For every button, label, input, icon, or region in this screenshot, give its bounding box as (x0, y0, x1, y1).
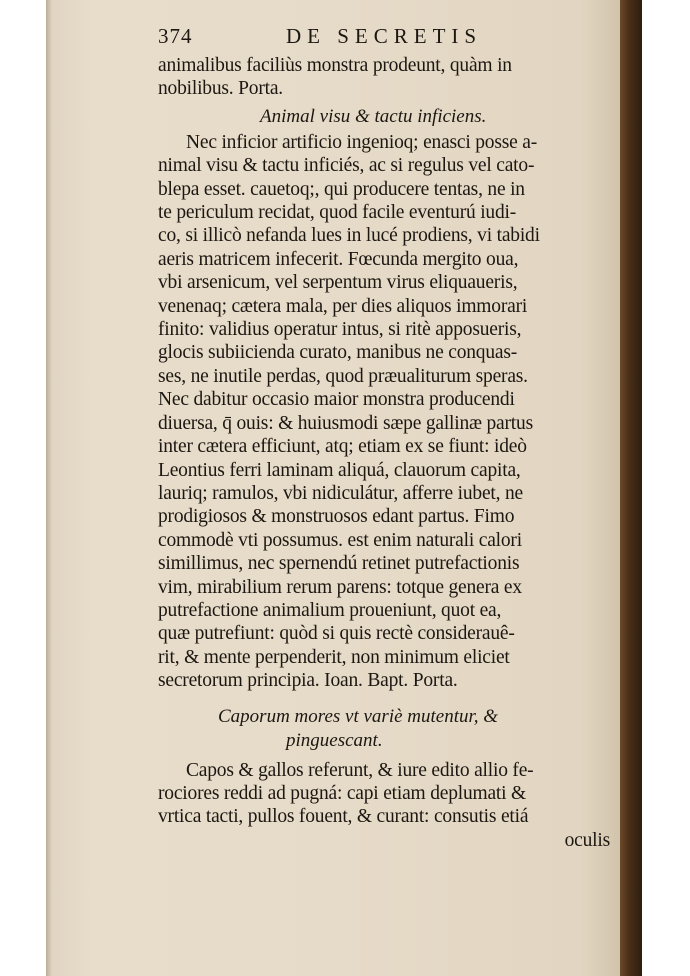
text-line: prodigiosos & monstruosos edant partus. Fimo (158, 506, 515, 528)
text-line: Capos & gallos referunt, & iure edito allio fe- (186, 759, 534, 781)
section-heading-continued: pinguescant. (286, 729, 383, 751)
paragraph-animal (158, 131, 618, 693)
section-heading: Animal visu & tactu inficiens. (260, 105, 487, 127)
text-line: animalibus faciliùs monstra prodeunt, quàm in (158, 55, 512, 76)
text-line: lauriq; ramulos, vbi nidiculátur, afferre iubet, ne (158, 482, 523, 504)
text-line: inter cætera efficiunt, atq; etiam ex se fiunt: ideò (158, 436, 527, 458)
running-title: DE SECRETIS (286, 24, 483, 48)
catchword: oculis (564, 829, 610, 851)
text-line: vbi arsenicum, vel serpentum virus eliquaueris, (158, 272, 518, 294)
text-line: simillimus, nec spernendú retinet putrefactionis (158, 553, 520, 575)
text-line: ses, ne inutile perdas, quod præualiturum speras. (158, 365, 528, 387)
text-line: aeris matricem infecerit. Fœcunda mergito oua, (158, 248, 519, 270)
text-line: finito: validius operatur intus, si ritè apposueris, (158, 319, 522, 341)
text-line: commodè vti possumus. est enim naturali calori (158, 529, 522, 551)
text-line: Nec dabitur occasio maior monstra producendi (158, 389, 515, 411)
text-line: blepa esset. cauetoq;, qui producere tentas, ne in (158, 178, 525, 200)
text-line: secretorum principia. Ioan. Bapt. Porta. (158, 670, 458, 692)
paragraph-continuation (158, 54, 618, 101)
text-line: vrtica tacti, pullos fouent, & curant: consutis etiá (158, 806, 529, 828)
text-line: nobilibus. Porta. (158, 78, 283, 100)
paragraph-capons (158, 759, 618, 829)
text-line: putrefactione animalium proueniunt, quot ea, (158, 599, 502, 621)
text-line: vim, mirabilium rerum parens: totque genera ex (158, 576, 522, 598)
text-line: nimal visu & tactu inficiés, ac si regulus vel cato- (158, 155, 535, 177)
text-line: co, si illicò nefanda lues in lucé prodiens, vi tabidi (158, 225, 540, 247)
text-line: Leontius ferri laminam aliquá, clauorum capita, (158, 459, 521, 481)
binding-edge (620, 0, 642, 976)
text-line: quæ putrefiunt: quòd si quis rectè considerauê- (158, 623, 515, 645)
text-line: venenaq; cætera mala, per dies aliquos immorari (158, 295, 528, 317)
running-head (158, 20, 618, 54)
text-line: diuersa, q̄ ouis: & huiusmodi sæpe gallinæ partus (158, 412, 533, 434)
gutter-shadow (46, 0, 52, 976)
text-line: te periculum recidat, quod facile eventurú iudi- (158, 202, 517, 224)
text-line: rit, & mente perpenderit, non minimum eliciet (158, 646, 510, 668)
page-number: 374 (158, 24, 193, 48)
text-line: glocis subiicienda curato, manibus ne conquas- (158, 342, 518, 364)
section-heading: Caporum mores vt variè mutentur, & (218, 705, 499, 727)
text-line: rociores reddi ad pugná: capi etiam deplumati & (158, 782, 527, 804)
text-line: Nec inficior artificio ingenioq; enasci posse a- (186, 131, 538, 153)
page-text (158, 20, 618, 852)
